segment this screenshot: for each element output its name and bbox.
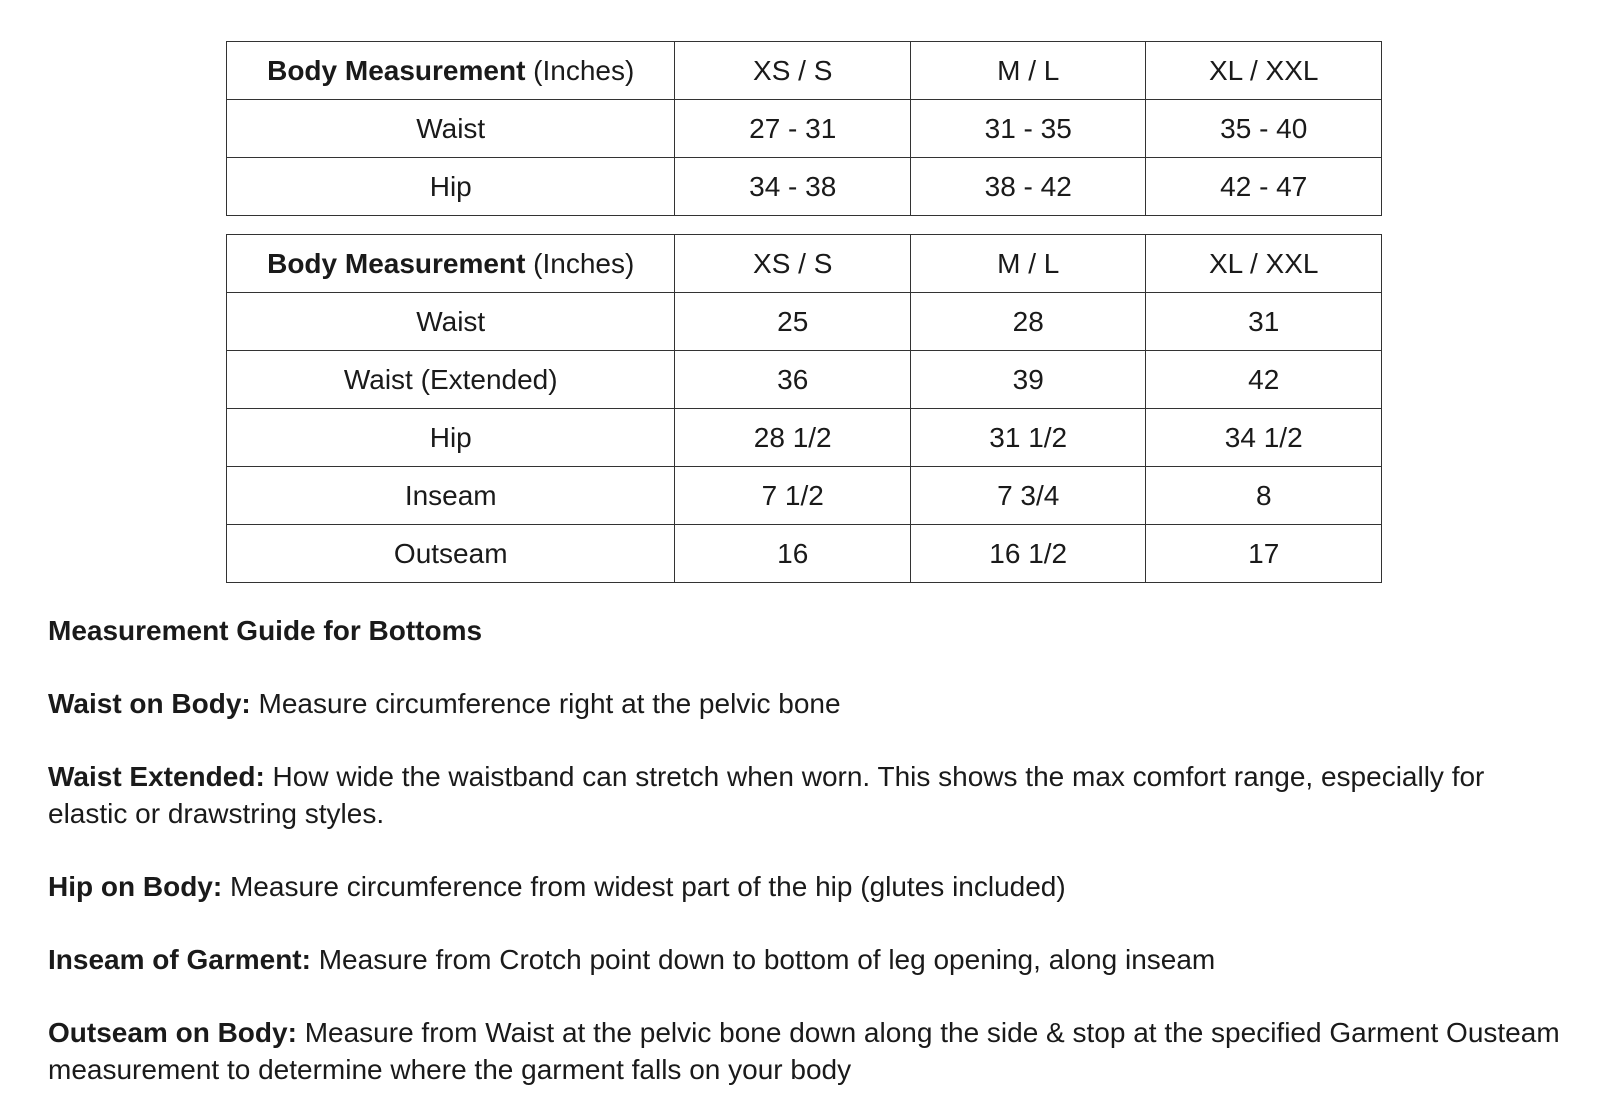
header-size-m-l: M / L bbox=[910, 235, 1146, 293]
table-cell: 31 - 35 bbox=[910, 100, 1146, 158]
header-size-m-l: M / L bbox=[910, 42, 1146, 100]
guide-text: Measure from Waist at the pelvic bone down along the side & stop at the specified Garment Ousteam measurement to determine where the garment falls on your body bbox=[48, 1017, 1560, 1085]
table-row bbox=[227, 293, 1382, 351]
row-label: Hip bbox=[227, 409, 675, 467]
table-cell: 28 1/2 bbox=[675, 409, 911, 467]
header-label-cell bbox=[227, 42, 675, 100]
row-label: Waist bbox=[227, 293, 675, 351]
table-cell: 7 3/4 bbox=[910, 467, 1146, 525]
guide-text: Measure circumference right at the pelvic bone bbox=[250, 688, 841, 719]
table-cell: 16 1/2 bbox=[910, 525, 1146, 583]
table-header-row bbox=[227, 235, 1382, 293]
table-row bbox=[227, 525, 1382, 583]
guide-item-waist-extended bbox=[48, 758, 1568, 832]
header-size-xs-s: XS / S bbox=[675, 42, 911, 100]
table-cell: 31 bbox=[1146, 293, 1382, 351]
table-cell: 16 bbox=[675, 525, 911, 583]
row-label: Hip bbox=[227, 158, 675, 216]
row-label: Waist (Extended) bbox=[227, 351, 675, 409]
header-label-bold: Body Measurement bbox=[267, 54, 526, 86]
header-size-xl-xxl: XL / XXL bbox=[1146, 42, 1382, 100]
row-label: Waist bbox=[227, 100, 675, 158]
header-size-xl-xxl: XL / XXL bbox=[1146, 235, 1382, 293]
guide-text: How wide the waistband can stretch when worn. This shows the max comfort range, especially for elastic or drawstring styles. bbox=[48, 761, 1485, 829]
table-cell: 34 1/2 bbox=[1146, 409, 1382, 467]
table-row bbox=[227, 409, 1382, 467]
size-table-1 bbox=[226, 41, 1382, 216]
guide-item-waist bbox=[48, 685, 1568, 722]
table-cell: 34 - 38 bbox=[675, 158, 911, 216]
guide-title: Measurement Guide for Bottoms bbox=[48, 615, 483, 646]
table-row bbox=[227, 351, 1382, 409]
table-cell: 42 - 47 bbox=[1146, 158, 1382, 216]
size-table-2 bbox=[226, 234, 1382, 583]
header-label-bold: Body Measurement bbox=[267, 247, 526, 279]
header-label-unit: (Inches) bbox=[525, 247, 635, 279]
guide-item-inseam bbox=[48, 941, 1568, 978]
table-row bbox=[227, 158, 1382, 216]
table-cell: 42 bbox=[1146, 351, 1382, 409]
table-cell: 7 1/2 bbox=[675, 467, 911, 525]
table-cell: 27 - 31 bbox=[675, 100, 911, 158]
guide-text: Measure circumference from widest part of the hip (glutes included) bbox=[222, 871, 1066, 902]
guide-text: Measure from Crotch point down to bottom of leg opening, along inseam bbox=[310, 944, 1216, 975]
table-cell: 17 bbox=[1146, 525, 1382, 583]
table-cell: 28 bbox=[910, 293, 1146, 351]
row-label: Outseam bbox=[227, 525, 675, 583]
table-row bbox=[227, 100, 1382, 158]
table-cell: 31 1/2 bbox=[910, 409, 1146, 467]
table-row bbox=[227, 467, 1382, 525]
guide-term: Waist on Body: bbox=[48, 688, 251, 719]
table-cell: 38 - 42 bbox=[910, 158, 1146, 216]
table-header-row bbox=[227, 42, 1382, 100]
table-cell: 39 bbox=[910, 351, 1146, 409]
guide-term: Outseam on Body: bbox=[48, 1017, 297, 1048]
guide-item-outseam bbox=[48, 1014, 1568, 1088]
header-label-cell bbox=[227, 235, 675, 293]
header-label-unit: (Inches) bbox=[525, 54, 635, 86]
guide-term: Hip on Body: bbox=[48, 871, 223, 902]
guide-term: Inseam of Garment: bbox=[48, 944, 311, 975]
header-size-xs-s: XS / S bbox=[675, 235, 911, 293]
guide-term: Waist Extended: bbox=[48, 761, 265, 792]
table-cell: 35 - 40 bbox=[1146, 100, 1382, 158]
guide-item-hip bbox=[48, 868, 1568, 905]
table-cell: 8 bbox=[1146, 467, 1382, 525]
row-label: Inseam bbox=[227, 467, 675, 525]
table-cell: 36 bbox=[675, 351, 911, 409]
table-cell: 25 bbox=[675, 293, 911, 351]
